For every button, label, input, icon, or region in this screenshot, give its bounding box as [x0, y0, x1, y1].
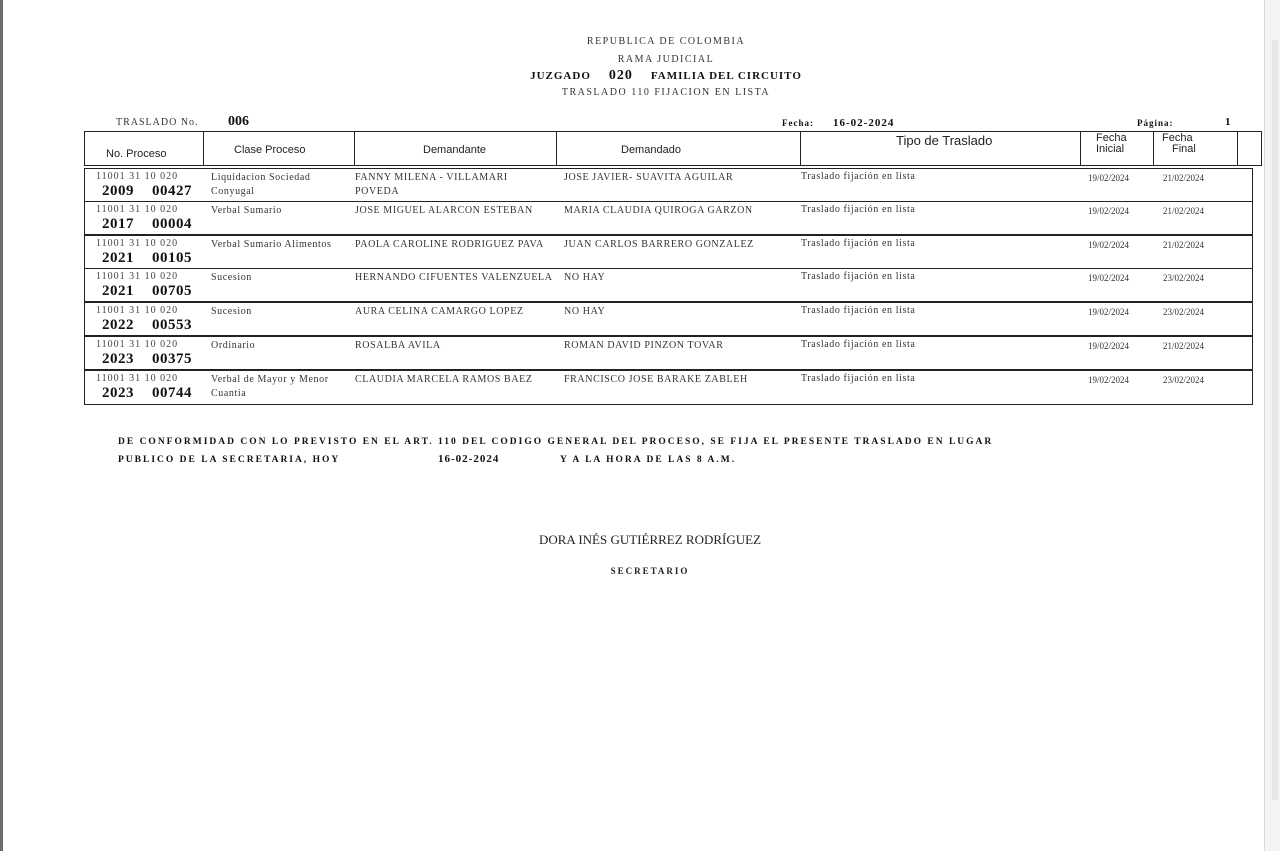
clase-proceso: Liquidacion Sociedad Conyugal [211, 172, 311, 197]
process-year: 2021 [102, 283, 134, 299]
demandante: AURA CELINA CAMARGO LOPEZ [355, 306, 524, 317]
process-number [102, 386, 192, 400]
col-no-proceso: No. Proceso [84, 131, 204, 166]
table-row [84, 201, 1253, 235]
process-num: 00105 [152, 250, 192, 266]
demandado: FRANCISCO JOSE BARAKE ZABLEH [564, 374, 748, 385]
fecha-final: 23/02/2024 [1163, 375, 1205, 385]
clase-proceso: Ordinario [211, 340, 256, 351]
scrollbar-thumb[interactable] [1272, 40, 1278, 800]
footer-line-1: DE CONFORMIDAD CON LO PREVISTO EN EL ART. 110 DEL CODIGO GENERAL DEL PROCESO, SE FIJA EL PRESENTE TRASLADO EN LUGAR [118, 437, 994, 447]
process-code: 11001 31 10 020 [96, 373, 179, 384]
header-document-type: TRASLADO 110 FIJACION EN LISTA [561, 87, 771, 98]
clase-proceso: Verbal de Mayor y Menor Cuantia [211, 374, 329, 399]
tipo-traslado: Traslado fijación en lista [801, 373, 916, 384]
col-clase-proceso: Clase Proceso [204, 131, 355, 166]
process-num: 00553 [152, 317, 192, 333]
header-country: REPUBLICA DE COLOMBIA [586, 36, 746, 47]
process-code: 11001 31 10 020 [96, 238, 179, 249]
demandado: NO HAY [564, 306, 606, 317]
footer-time-text: Y A LA HORA DE LAS 8 A.M. [560, 455, 737, 465]
fecha-final: 21/02/2024 [1163, 173, 1205, 183]
fecha-final: 21/02/2024 [1163, 240, 1205, 250]
process-year: 2023 [102, 385, 134, 401]
fecha-final: 21/02/2024 [1163, 341, 1205, 351]
process-year: 2023 [102, 351, 134, 367]
process-year: 2022 [102, 317, 134, 333]
table-row [84, 268, 1253, 302]
court-number: 020 [608, 68, 633, 83]
signature-name: DORA INÉS GUTIÉRREZ RODRÍGUEZ [538, 532, 762, 547]
demandante: HERNANDO CIFUENTES VALENZUELA [355, 272, 553, 283]
process-number [102, 352, 192, 366]
fecha-final: 23/02/2024 [1163, 307, 1205, 317]
tipo-traslado: Traslado fijación en lista [801, 305, 916, 316]
tipo-traslado: Traslado fijación en lista [801, 204, 916, 215]
pagina-value: 1 [1225, 116, 1232, 128]
fecha-inicial: 19/02/2024 [1088, 375, 1130, 385]
process-num: 00375 [152, 351, 192, 367]
fecha-inicial: 19/02/2024 [1088, 341, 1130, 351]
footer-date: 16-02-2024 [438, 453, 500, 465]
signature-role: SECRETARIO [610, 566, 690, 576]
process-number [102, 217, 192, 231]
demandado: NO HAY [564, 272, 606, 283]
process-code: 11001 31 10 020 [96, 271, 179, 282]
process-num: 00705 [152, 283, 192, 299]
footer-public-text: PUBLICO DE LA SECRETARIA, HOY [118, 455, 341, 465]
clase-proceso: Verbal Sumario Alimentos [211, 239, 332, 250]
col-demandado: Demandado [557, 131, 801, 166]
demandante: PAOLA CAROLINE RODRIGUEZ PAVA [355, 239, 544, 250]
clase-proceso: Verbal Sumario [211, 205, 282, 216]
demandante: ROSALBA AVILA [355, 340, 441, 351]
window-left-border [0, 0, 3, 851]
tipo-traslado: Traslado fijación en lista [801, 238, 916, 249]
tipo-traslado: Traslado fijación en lista [801, 171, 916, 182]
process-num: 00004 [152, 216, 192, 232]
process-year: 2021 [102, 250, 134, 266]
process-year: 2017 [102, 216, 134, 232]
fecha-final: 21/02/2024 [1163, 206, 1205, 216]
process-code: 11001 31 10 020 [96, 305, 179, 316]
process-number [102, 318, 192, 332]
fecha-inicial: 19/02/2024 [1088, 307, 1130, 317]
fecha-value: 16-02-2024 [833, 117, 895, 129]
col-fecha-inicial: Fecha Inicial [1081, 131, 1154, 166]
tipo-traslado: Traslado fijación en lista [801, 271, 916, 282]
demandado: JUAN CARLOS BARRERO GONZALEZ [564, 239, 754, 250]
header-branch: RAMA JUDICIAL [617, 54, 715, 65]
traslado-number: 006 [228, 114, 249, 129]
traslado-label: TRASLADO No. [116, 117, 199, 128]
demandante: CLAUDIA MARCELA RAMOS BAEZ [355, 374, 533, 385]
process-num: 00427 [152, 183, 192, 199]
fecha-inicial: 19/02/2024 [1088, 173, 1130, 183]
process-year: 2009 [102, 183, 134, 199]
demandado: JOSE JAVIER- SUAVITA AGUILAR [564, 172, 734, 183]
table-row [84, 235, 1253, 269]
process-code: 11001 31 10 020 [96, 171, 179, 182]
table-row [84, 168, 1253, 202]
table-row [84, 302, 1253, 336]
header-court [0, 68, 1280, 84]
col-fecha-final: Fecha Final [1154, 131, 1238, 166]
pagina-label: Página: [1137, 118, 1174, 128]
col-tipo-traslado: Tipo de Traslado [801, 131, 1081, 166]
table-row [84, 370, 1253, 405]
court-name: FAMILIA DEL CIRCUITO [650, 70, 802, 82]
demandado: MARIA CLAUDIA QUIROGA GARZON [564, 205, 753, 216]
table-row [84, 336, 1253, 370]
process-number [102, 184, 192, 198]
col-demandante: Demandante [355, 131, 557, 166]
fecha-inicial: 19/02/2024 [1088, 240, 1130, 250]
process-number [102, 251, 192, 265]
clase-proceso: Sucesion [211, 306, 252, 317]
process-num: 00744 [152, 385, 192, 401]
fecha-inicial: 19/02/2024 [1088, 273, 1130, 283]
tipo-traslado: Traslado fijación en lista [801, 339, 916, 350]
process-code: 11001 31 10 020 [96, 204, 179, 215]
clase-proceso: Sucesion [211, 272, 252, 283]
fecha-final: 23/02/2024 [1163, 273, 1205, 283]
demandante: JOSE MIGUEL ALARCON ESTEBAN [355, 205, 533, 216]
footer-line-2 [118, 453, 737, 465]
process-code: 11001 31 10 020 [96, 339, 179, 350]
fecha-inicial: 19/02/2024 [1088, 206, 1130, 216]
demandado: ROMAN DAVID PINZON TOVAR [564, 340, 724, 351]
fecha-label: Fecha: [782, 118, 814, 128]
court-prefix: JUZGADO [530, 70, 591, 82]
demandante: FANNY MILENA - VILLAMARI POVEDA [355, 172, 508, 197]
process-number [102, 284, 192, 298]
